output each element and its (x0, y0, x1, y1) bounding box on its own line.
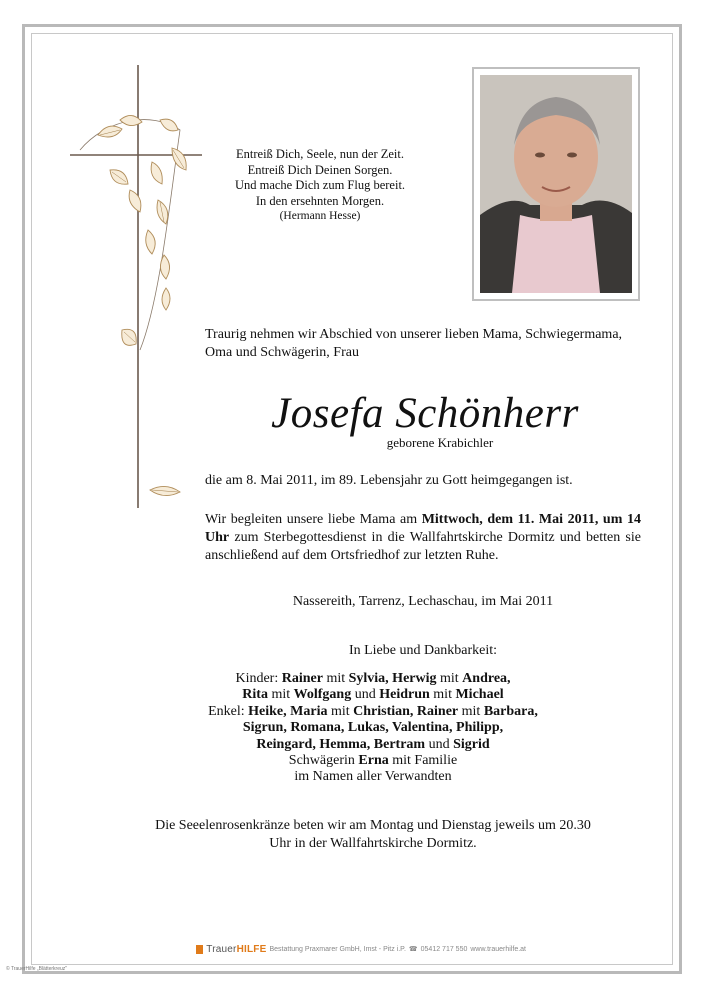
poem-line: Und mache Dich zum Flug bereit. (234, 178, 406, 192)
death-notice: die am 8. Mai 2011, im 89. Lebensjahr zu Gott heimgegangen ist. (205, 473, 573, 488)
poem-author: (Hermann Hesse) (279, 210, 361, 222)
mit: mit (436, 671, 463, 686)
family-line-kinder (150, 671, 596, 687)
brand-name (206, 944, 266, 955)
name-wolfgang: Wolfgang (293, 687, 352, 703)
family-line-schwaegerin (150, 753, 596, 769)
mit: mit (327, 703, 354, 719)
copyright-note: © TrauerHilfe „Blätterkreuz" (6, 966, 68, 972)
mit: mit (458, 703, 484, 719)
trauerhilfe-logo-icon (196, 945, 203, 954)
name-barbara: Barbara, (483, 703, 538, 719)
brand-lo: Trauer (206, 943, 237, 955)
footer-url[interactable]: www.trauerhilfe.at (470, 945, 526, 953)
family-list (150, 671, 596, 786)
family-line-rita (150, 687, 596, 703)
portrait-photo (480, 75, 632, 293)
name-michael: Michael (455, 687, 504, 703)
name-heike-maria: Heike, Maria (248, 703, 328, 719)
service-text-pre: Wir begleiten unsere liebe Mama am (205, 512, 422, 527)
und: und (351, 687, 380, 703)
deceased-name: Josefa Schönherr (271, 390, 579, 437)
rosary-notice: Die Seeelenrosenkränze beten wir am Montag und Dienstag jeweils um 20.30 Uhr in der Wallfahrtskirche Dormitz. (155, 818, 591, 851)
poem-line: In den ersehnten Morgen. (255, 193, 385, 208)
family-line-enkel-2 (150, 720, 596, 736)
schwaegerin-label: Schwägerin (288, 753, 359, 769)
love-gratitude: In Liebe und Dankbarkeit: (348, 643, 498, 658)
footer (196, 943, 526, 955)
name-sylvia-herwig: Sylvia, Herwig (348, 671, 437, 686)
poem (215, 147, 425, 225)
mit: mit (322, 671, 349, 686)
place-date: Nassereith, Tarrenz, Lechaschau, im Mai 2011 (292, 594, 554, 609)
name-heidrun: Heidrun (379, 687, 430, 703)
phone-icon: ☎ (408, 946, 418, 953)
footer-phone: 05412 717 550 (420, 945, 468, 953)
name-christian-rainer: Christian, Rainer (353, 703, 459, 719)
maiden-name: geborene Krabichler (386, 435, 494, 450)
service-text (205, 511, 641, 565)
mit: mit (429, 687, 456, 703)
name-andrea: Andrea, (462, 671, 511, 686)
name-erna: Erna (358, 753, 389, 769)
poem-line: Entreiß Dich Deinen Sorgen. (247, 162, 393, 177)
service-date-time: Mittwoch, dem 11. Mai 2011, um 14 Uhr (205, 512, 641, 545)
service-text-post: zum Sterbegottesdienst in die Wallfahrtskirche Dormitz und betten sie anschließend auf dem Ortsfriedhof zur letzten Ruhe. (205, 530, 641, 563)
names-enkel-2: Sigrun, Romana, Lukas, Valentina, Philipp, (242, 720, 504, 736)
family-line-relatives: im Namen aller Verwandten (294, 769, 452, 785)
kinder-label: Kinder: (235, 671, 282, 686)
footer-company: Bestattung Praxmarer GmbH, Imst - Pitz i.P. (269, 945, 406, 953)
mit: mit (267, 687, 294, 703)
enkel-label: Enkel: (208, 703, 249, 719)
mit-familie: mit Familie (388, 753, 458, 769)
poem-line: Entreiß Dich, Seele, nun der Zeit. (236, 147, 404, 161)
names-enkel-3: Reingard, Hemma, Bertram (256, 736, 426, 752)
brand-hi: HILFE (236, 943, 267, 955)
intro-text: Traurig nehmen wir Abschied von unserer lieben Mama, Schwiegermama, Oma und Schwägerin, Frau (205, 327, 623, 360)
name-rita: Rita (242, 687, 268, 703)
family-line-enkel (150, 704, 596, 720)
und: und (425, 736, 454, 752)
name-rainer: Rainer (281, 671, 323, 686)
leaf-cross-decoration (60, 60, 210, 520)
name-sigrid: Sigrid (453, 736, 490, 752)
family-line-enkel-3 (150, 737, 596, 753)
